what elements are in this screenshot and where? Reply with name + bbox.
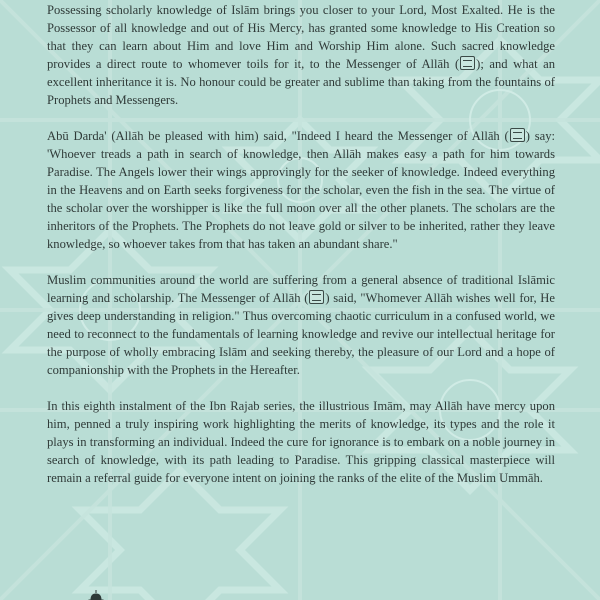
paragraph-4: In this eighth instalment of the Ibn Rajab series, the illustrious Imām, may Allāh have mercy upon him, penned a truly inspiring work highlighting the merits of knowledge, its types and the role it plays in transforming an individual. Indeed the cure for ignorance is to embark on a noble journey in search of knowledge, with its path leading to Paradise. This gripping classical masterpiece will remain a referral guide for everyone intent on joining the ranks of the elite of the Muslim Ummāh. bbox=[47, 399, 555, 485]
salawat-glyph-icon bbox=[309, 290, 324, 304]
back-cover-text bbox=[47, 0, 555, 505]
paragraph-3: Muslim communities around the world are suffering from a general absence of traditional Islāmic learning and scholarship. The Messenger of Allāh ( ) said, "Whomever Allāh wishes well for, He gives deep understanding in religion." Thus overcoming chaotic curriculum in a confused world, we need to reconnect to the fundamentals of learning knowledge and revive our intellectual heritage for the purpose of wholly embracing Islām and seeking thereby, the pleasure of our Lord and a hope of companionship with the Prophets in the Hereafter. bbox=[47, 273, 555, 377]
dome-emblem-icon bbox=[88, 590, 104, 600]
paragraph-2: Abū Darda' (Allāh be pleased with him) said, "Indeed I heard the Messenger of Allāh ( ) say: 'Whoever treads a path in search of knowledge, then Allāh makes easy a path for him towards Paradise. The Angels lower their wings approvingly for the seeker of knowledge. Indeed everything in the Heavens and on Earth seeks forgiveness for the scholar, even the fish in the sea. The virtue of the scholar over the worshipper is like the full moon over all the other planets. The scholars are the inheritors of the Prophets. The Prophets do not leave gold or silver to be inherited, rather they leave knowledge, so whoever takes from that has taken an abundant share." bbox=[47, 129, 555, 251]
salawat-glyph-icon bbox=[460, 56, 475, 70]
paragraph-1: Possessing scholarly knowledge of Islām brings you closer to your Lord, Most Exalted. He is the Possessor of all knowledge and out of His Mercy, has granted some knowledge to His Creation so that they can learn about Him and love Him and Worship Him alone. Such sacred knowledge provides a direct route to whomever toils for it, to the Messenger of Allāh ( ); and what an excellent inheritance it is. No honour could be greater and sublime than taking from the fountains of Prophets and Messengers. bbox=[47, 3, 555, 107]
salawat-glyph-icon bbox=[510, 128, 525, 142]
